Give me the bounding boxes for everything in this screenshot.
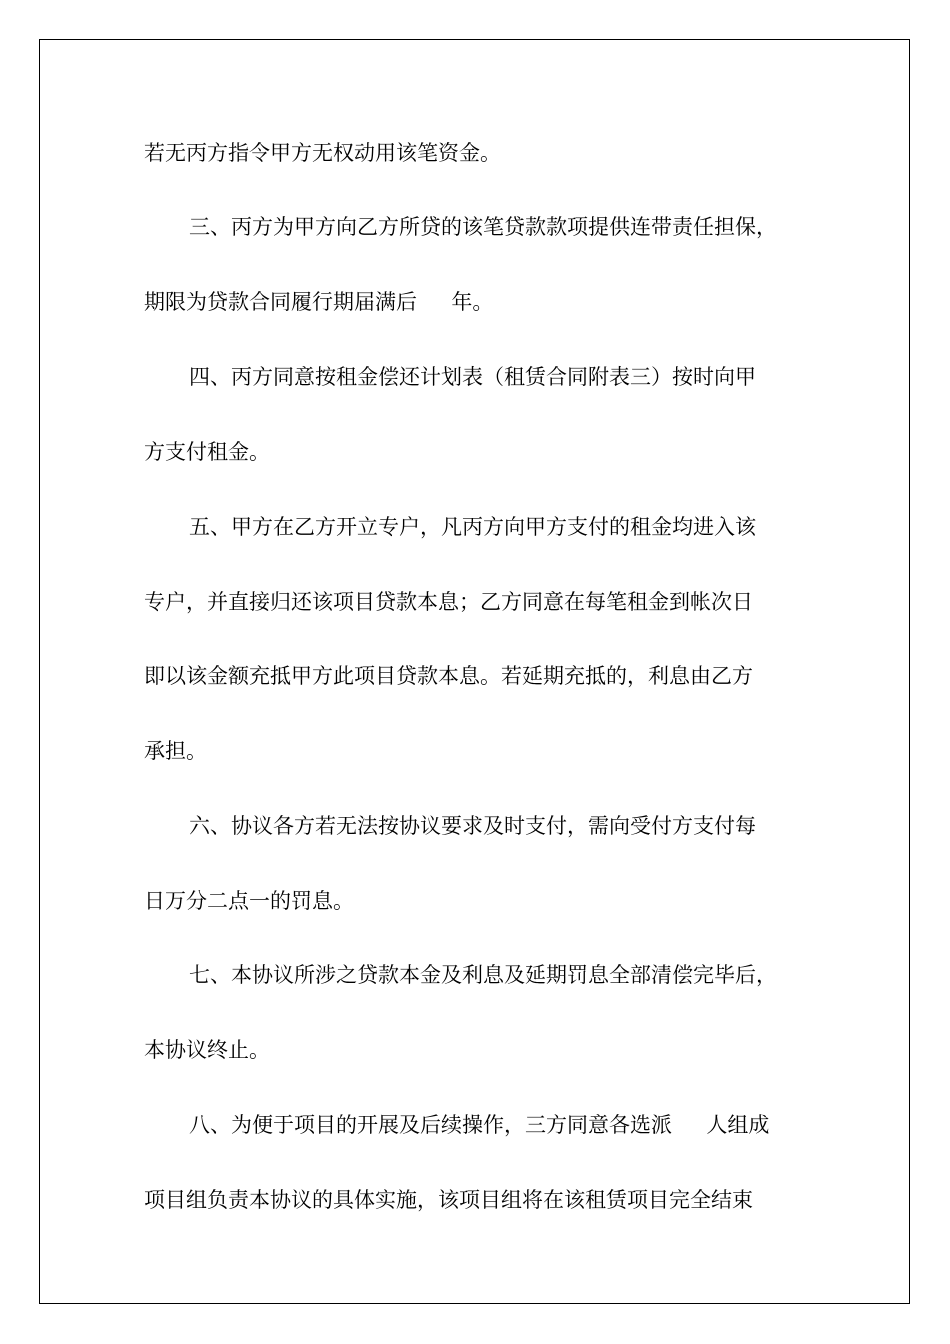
clause-8-heading-line: 八、为便于项目的开展及后续操作，三方同意各选派 人组成 xyxy=(189,1113,770,1137)
clause-7-heading-line: 七、本协议所涉之贷款本金及利息及延期罚息全部清偿完毕后， xyxy=(189,963,777,987)
clause-6-heading-line: 六、协议各方若无法按协议要求及时支付，需向受付方支付每 xyxy=(189,814,756,838)
text-line: 专户，并直接归还该项目贷款本息；乙方同意在每笔租金到帐次日 xyxy=(144,590,753,614)
text-line: 承担。 xyxy=(144,739,207,763)
text-line: 日万分二点一的罚息。 xyxy=(144,889,354,913)
clause-3-heading-line: 三、丙方为甲方向乙方所贷的该笔贷款款项提供连带责任担保， xyxy=(189,215,777,239)
text-line: 即以该金额充抵甲方此项目贷款本息。若延期充抵的，利息由乙方 xyxy=(144,664,753,688)
text-line: 期限为贷款合同履行期届满后 年。 xyxy=(144,290,494,314)
text-line: 若无丙方指令甲方无权动用该笔资金。 xyxy=(144,141,501,165)
text-line: 方支付租金。 xyxy=(144,440,270,464)
clause-4-heading-line: 四、丙方同意按租金偿还计划表（租赁合同附表三）按时向甲 xyxy=(189,365,756,389)
text-line: 项目组负责本协议的具体实施，该项目组将在该租赁项目完全结束 xyxy=(144,1188,753,1212)
clause-5-heading-line: 五、甲方在乙方开立专户，凡丙方向甲方支付的租金均进入该 xyxy=(189,515,756,539)
text-line: 本协议终止。 xyxy=(144,1038,270,1062)
